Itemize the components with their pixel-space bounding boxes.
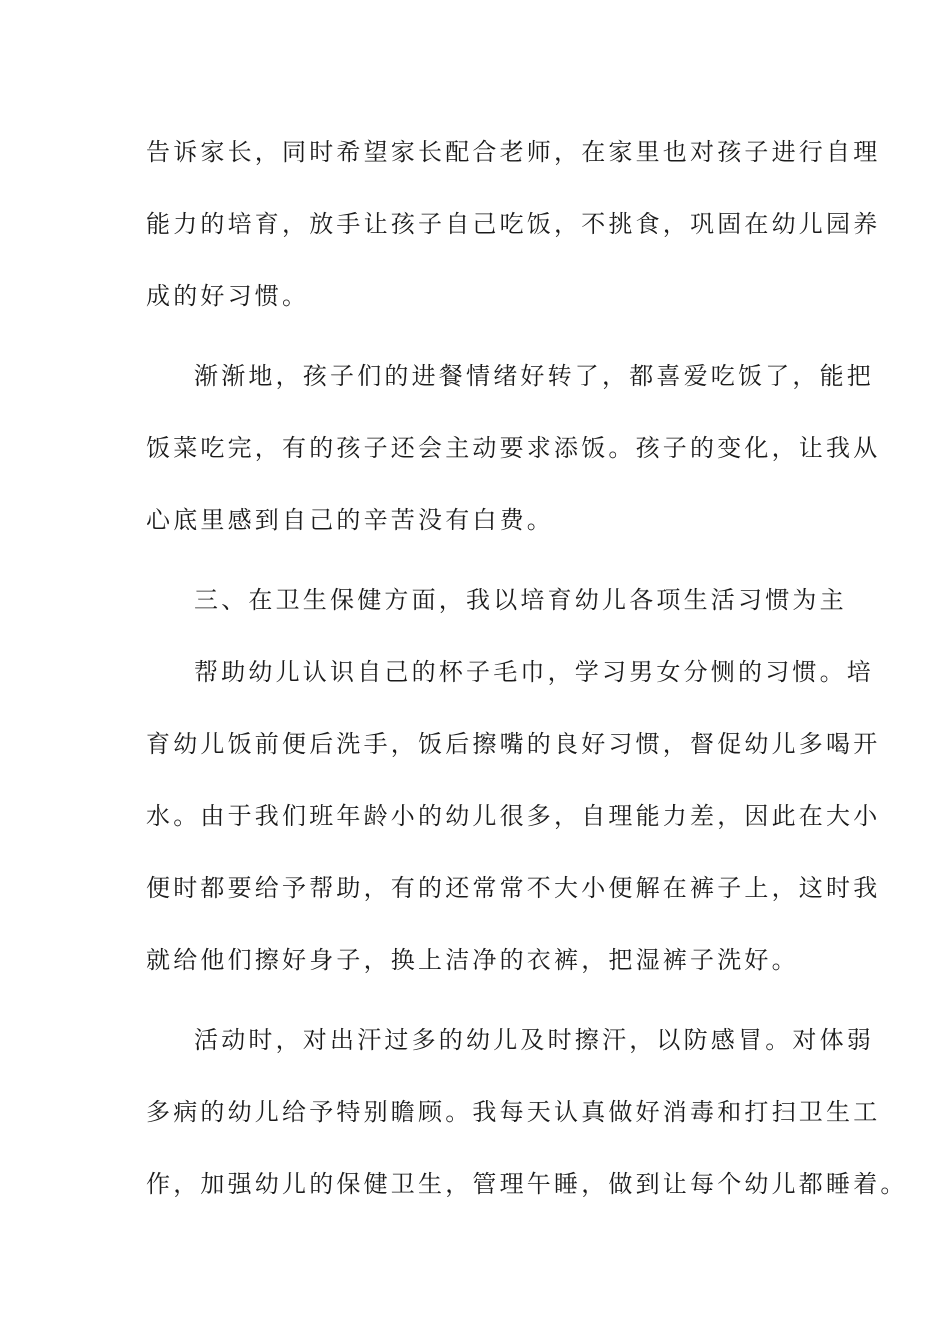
text-line: 多病的幼儿给予特别瞻顾。我每天认真做好消毒和打扫卫生工 — [146, 1098, 881, 1126]
text-line: 能力的培育，放手让孩子自己吃饭，不挑食，巩固在幼儿园养 — [146, 210, 881, 238]
text-line: 育幼儿饭前便后洗手，饭后擦嘴的良好习惯，督促幼儿多喝开 — [146, 730, 881, 758]
text-line: 作，加强幼儿的保健卫生，管理午睡，做到让每个幼儿都睡着。 — [146, 1170, 908, 1198]
section-heading: 三、在卫生保健方面，我以培育幼儿各项生活习惯为主 — [194, 586, 847, 614]
text-line: 成的好习惯。 — [146, 282, 310, 310]
text-line: 活动时，对出汗过多的幼儿及时擦汗，以防感冒。对体弱 — [194, 1026, 874, 1054]
text-line: 饭菜吃完，有的孩子还会主动要求添饭。孩子的变化，让我从 — [146, 434, 881, 462]
text-line: 帮助幼儿认识自己的杯子毛巾，学习男女分恻的习惯。培 — [194, 658, 874, 686]
text-line: 水。由于我们班年龄小的幼儿很多，自理能力差，因此在大小 — [146, 802, 881, 830]
text-line: 便时都要给予帮助，有的还常常不大小便解在裤子上，这时我 — [146, 874, 881, 902]
text-line: 渐渐地，孩子们的进餐情绪好转了，都喜爱吃饭了，能把 — [194, 362, 874, 390]
text-line: 就给他们擦好身子，换上洁净的衣裤，把湿裤子洗好。 — [146, 946, 799, 974]
text-line: 告诉家长，同时希望家长配合老师，在家里也对孩子进行自理 — [146, 138, 881, 166]
text-line: 心底里感到自己的辛苦没有白费。 — [146, 506, 554, 534]
